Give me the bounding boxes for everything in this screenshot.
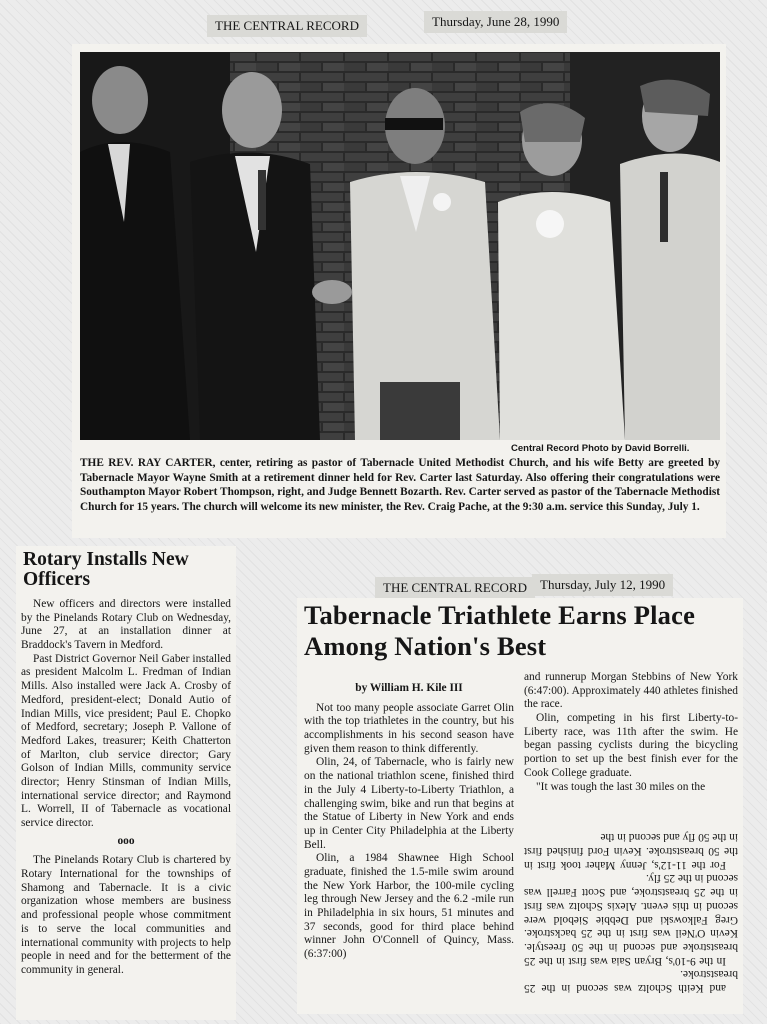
article-paragraph: and runnerup Morgan Stebbins of New York (6:47:00). Approximately 440 athletes finished the race. <box>524 671 738 711</box>
upside-down-column <box>524 802 738 994</box>
triathlete-column-2 <box>524 671 738 794</box>
upside-down-paragraph: and Keith Scholtz was second in the 25 breaststroke. <box>524 968 738 994</box>
byline: by William H. Kile III <box>355 682 463 694</box>
photo-caption: THE REV. RAY CARTER, center, retiring as pastor of Tabernacle United Methodist Church, and his wife Betty are greeted by Tabernacle Mayor Wayne Smith at a retirement dinner held for Rev. Carter last Saturday. Also offering their congratulations were Southampton Mayor Robert Thompson, right, and Judge Bennett Bozarth. Rev. Carter served as pastor of the Tabernacle Methodist Church for 15 years. The church will welcome its new minister, the Rev. Craig Pache, at the 9:30 a.m. service this Sunday, July 1. <box>80 457 720 514</box>
date-label: Thursday, June 28, 1990 <box>424 11 567 33</box>
article-paragraph: Olin, a 1984 Shawnee High School graduate, finished the 1.5-mile swim around the New York Harbor, the 100-mile cycling leg through New Jersey and the 6.2 -mile run in Philadelphia in six hours, 51 minutes and 37 seconds, good for third place behind winner John O'Connell of Quincy, Mass. (6:37:00) <box>304 852 514 961</box>
rotary-headline: Rotary Installs New Officers <box>23 549 189 591</box>
photo-credit: Central Record Photo by David Borrelli. <box>511 443 690 454</box>
section-break: ooo <box>117 834 135 847</box>
upside-down-paragraph: In the 9-10's, Bryan Saia was first in the 25 breaststroke and second in the 50 freestyle. Kevin O'Neil was first in the 25 backstroke. Greg Falkowski and Debbie Siebold were second in this event. Alexis Scholtz was first in the 25 breaststroke, and Scott Farrell was second in the 25 fly. <box>524 872 738 967</box>
rotary-paragraph: Past District Governor Neil Gaber installed as president Malcolm L. Fredman of Indian Mills. Also installed were Jack A. Crosby of Medford, president-elect; Donald Autio of Indian Mills, vice president; Paul E. Chopko of Medford, secretary; Joseph P. Vallone of Medford Lakes, treasurer; Keith Chatterton of Marlton, club service director; Gary Golson of Indian Mills, community service director; Henry Stinsman of Indian Mills, international service director; and Raymond L. Worrell, II of Tabernacle as vocational service director. <box>21 652 231 829</box>
rotary-paragraph: New officers and directors were installed by the Pinelands Rotary Club on Wednesday, June 27, at an installation dinner at Braddock's Tavern in Medford. <box>21 598 231 652</box>
masthead-label: THE CENTRAL RECORD <box>375 577 535 599</box>
rotary-article-body <box>21 598 231 978</box>
article-paragraph: Olin, 24, of Tabernacle, who is fairly new on the national triathlon scene, finished third in the July 4 Liberty-to-Liberty Triathlon, a challenging swim, bike and run that begins at the Statue of Liberty in New York and ends up in Center City Philadelphia at the Liberty Bell. <box>304 756 514 851</box>
article-paragraph: "It was tough the last 30 miles on the <box>536 780 706 793</box>
date-label: Thursday, July 12, 1990 <box>532 574 673 596</box>
news-photo <box>80 52 720 440</box>
article-paragraph: Olin, competing in his first Liberty-to-Liberty race, was 11th after the swim. He began passing cyclists during the bicycling portion to set up the best finish ever for the Cook College graduate. <box>524 712 738 779</box>
upside-down-paragraph: For the 11-12's, Jenny Maher took first in the 50 breaststroke. Kevin Ford finished first in the 50 fly and second in the <box>524 831 738 871</box>
rotary-paragraph: The Pinelands Rotary Club is chartered by Rotary International for the townships of Shamong and Tabernacle. It is a civic organization whose members are business and professional people whose commitment is to serve the local communities and international community with projects to help people in need and for the betterment of the community in general. <box>21 854 231 976</box>
article-paragraph: Not too many people associate Garret Olin with the top triathletes in the country, but his accomplishments in his second season have given them reason to think differently. <box>304 701 514 755</box>
triathlete-column-1 <box>304 678 514 962</box>
triathlete-headline: Tabernacle Triathlete Earns Place Among Nation's Best <box>304 600 696 661</box>
news-photo-image <box>80 52 720 440</box>
masthead-label: THE CENTRAL RECORD <box>207 15 367 37</box>
